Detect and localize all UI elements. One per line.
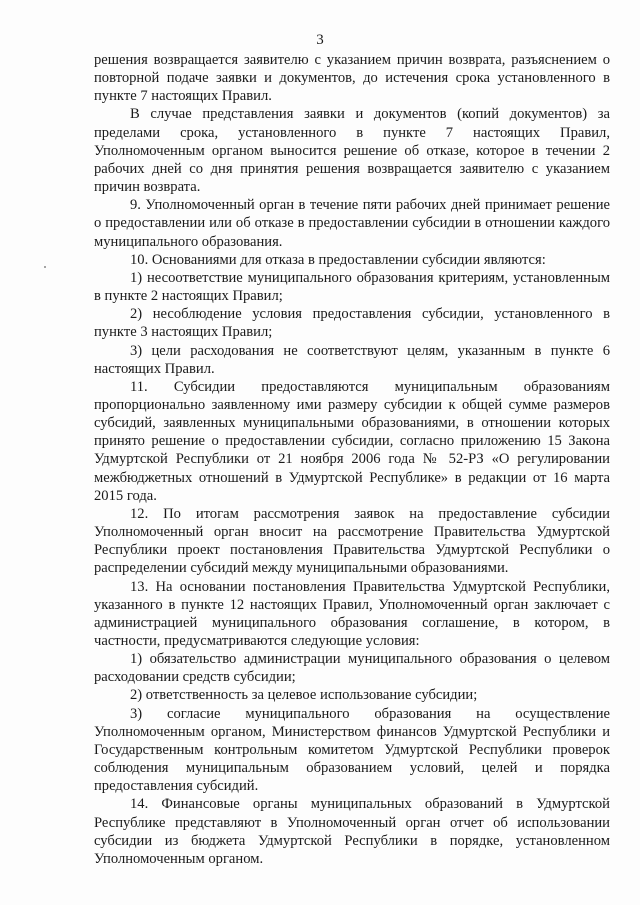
page-number: 3 bbox=[316, 32, 324, 48]
scan-speck bbox=[44, 266, 46, 268]
paragraph-item-14: 14. Финансовые органы муниципальных образований в Удмуртской Республике представляют в Уполномоченный орган отчет об использовании субсидии из бюджета Удмуртской Республики в порядке, установленном Уполномоченным органом. bbox=[94, 796, 610, 867]
paragraph-item-12: 12. По итогам рассмотрения заявок на предоставление субсидии Уполномоченный орган вносит на рассмотрение Правительства Удмуртской Республики проект постановления Правительства Удмуртской Республики о распределении субсидий между муниципальными образованиями. bbox=[94, 505, 610, 577]
paragraph-item-13-sub-2: 2) ответственность за целевое использование субсидии; bbox=[130, 687, 478, 704]
paragraph-item-10-sub-3: 3) цели расходования не соответствуют целям, указанным в пункте 6 настоящих Правил. bbox=[94, 342, 610, 377]
paragraph-continuation: решения возвращается заявителю с указанием причин возврата, разъяснением о повторной подаче заявки и документов, до истечения срока установленного в пункте 7 настоящих Правил. bbox=[94, 52, 610, 105]
paragraph-item-10: 10. Основаниями для отказа в предоставлении субсидии являются: bbox=[130, 251, 546, 268]
paragraph-item-10-sub-2: 2) несоблюдение условия предоставления субсидии, установленного в пункте 3 настоящих Правил; bbox=[94, 306, 610, 341]
paragraph-item-11: 11. Субсидии предоставляются муниципальным образованиям пропорционально заявленному ими размеру субсидии к общей сумме размеров субсидий, заявленных муниципальными образованиями, в отношении которых принято решение о предоставлении субсидии, согласно приложению 15 Закона Удмуртской Республики от 21 ноября 2006 года № 52-РЗ «О регулировании межбюджетных отношений в Удмуртской Республике» в редакции от 16 марта 2015 года. bbox=[94, 378, 610, 504]
document-body bbox=[94, 51, 610, 868]
paragraph-item-10-sub-1: 1) несоответствие муниципального образования критериям, установленным в пункте 2 настоящих Правил; bbox=[94, 269, 610, 305]
paragraph-item-9: 9. Уполномоченный орган в течение пяти рабочих дней принимает решение о предоставлении или об отказе в предоставлении субсидии в отношении каждого муниципального образования. bbox=[94, 197, 610, 250]
paragraph-item-13: 13. На основании постановления Правительства Удмуртской Республики, указанного в пункте 12 настоящих Правил, Уполномоченный орган заключает с администрацией муниципального образования соглашение, в котором, в частности, предусматриваются следующие условия: bbox=[94, 578, 610, 649]
paragraph-item-13-sub-1: 1) обязательство администрации муниципального образования о целевом расходовании средств субсидии; bbox=[94, 651, 610, 686]
paragraph-late-submission: В случае представления заявки и документов (копий документов) за пределами срока, установленного в пункте 7 настоящих Правил, Уполномоченным органом выносится решение об отказе, которое в течении 2 рабочих дней со дня принятия решения возвращается заявителю с указанием причин возврата. bbox=[94, 106, 610, 196]
paragraph-item-13-sub-3: 3) согласие муниципального образования на осуществление Уполномоченным органом, Министерством финансов Удмуртской Республики и Государственным контрольным комитетом Удмуртской Республики проверок соблюдения муниципальным образованием условий, целей и порядка предоставления субсидий. bbox=[94, 705, 610, 795]
